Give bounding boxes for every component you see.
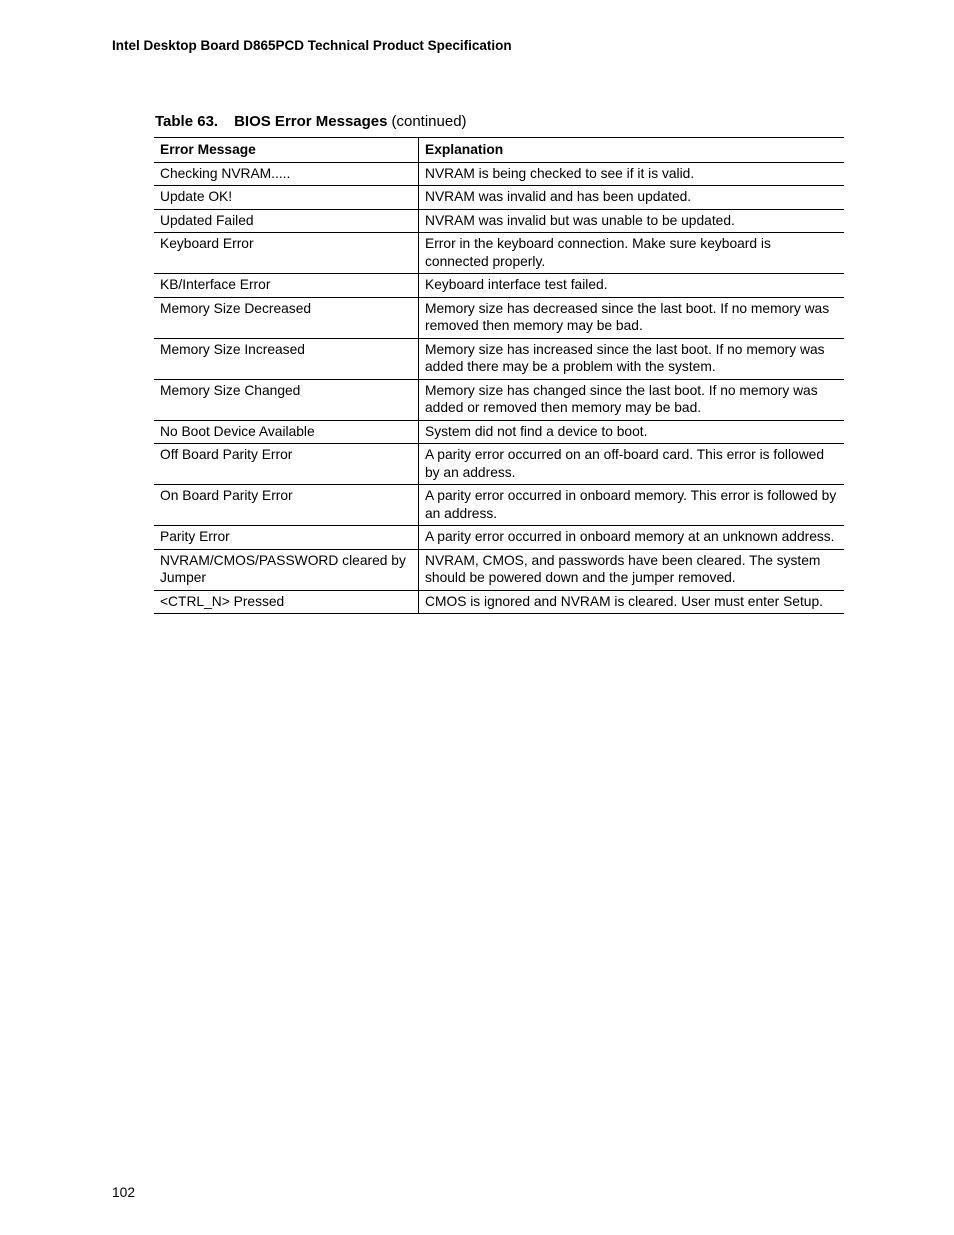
explanation-cell: NVRAM, CMOS, and passwords have been cleared. The system should be powered down and the jumper removed. xyxy=(419,549,845,590)
table-number: Table 63. xyxy=(155,113,219,130)
explanation-cell: A parity error occurred in onboard memory at an unknown address. xyxy=(419,526,845,550)
table-row xyxy=(154,420,844,444)
explanation-cell: CMOS is ignored and NVRAM is cleared. User must enter Setup. xyxy=(419,590,845,614)
page-number: 102 xyxy=(112,1185,136,1200)
bios-error-messages-table xyxy=(154,137,844,614)
column-header-error-message: Error Message xyxy=(154,138,419,163)
error-message-cell: Update OK! xyxy=(154,186,419,210)
explanation-cell: NVRAM was invalid but was unable to be updated. xyxy=(419,209,845,233)
table-caption xyxy=(155,113,467,130)
table-row xyxy=(154,297,844,338)
explanation-cell: System did not find a device to boot. xyxy=(419,420,845,444)
explanation-cell: A parity error occurred on an off-board card. This error is followed by an address. xyxy=(419,444,845,485)
explanation-cell: Memory size has changed since the last boot. If no memory was added or removed then memory may be bad. xyxy=(419,379,845,420)
table-row xyxy=(154,444,844,485)
table-row xyxy=(154,549,844,590)
table-row xyxy=(154,485,844,526)
column-header-explanation: Explanation xyxy=(419,138,845,163)
table-continued-note: (continued) xyxy=(391,113,467,130)
explanation-cell: Memory size has decreased since the last boot. If no memory was removed then memory may be bad. xyxy=(419,297,845,338)
error-message-cell: NVRAM/CMOS/PASSWORD cleared by Jumper xyxy=(154,549,419,590)
table-title: BIOS Error Messages xyxy=(234,113,388,130)
error-message-cell: Keyboard Error xyxy=(154,233,419,274)
table-row xyxy=(154,186,844,210)
explanation-cell: Memory size has increased since the last boot. If no memory was added there may be a problem with the system. xyxy=(419,338,845,379)
error-message-cell: On Board Parity Error xyxy=(154,485,419,526)
error-message-cell: <CTRL_N> Pressed xyxy=(154,590,419,614)
table-row xyxy=(154,379,844,420)
running-header: Intel Desktop Board D865PCD Technical Product Specification xyxy=(112,38,512,53)
error-message-cell: Checking NVRAM..... xyxy=(154,162,419,186)
table-row xyxy=(154,274,844,298)
explanation-cell: Error in the keyboard connection. Make sure keyboard is connected properly. xyxy=(419,233,845,274)
table-header-row xyxy=(154,138,844,163)
explanation-cell: Keyboard interface test failed. xyxy=(419,274,845,298)
error-message-cell: Memory Size Changed xyxy=(154,379,419,420)
error-message-cell: Parity Error xyxy=(154,526,419,550)
table-row xyxy=(154,590,844,614)
explanation-cell: A parity error occurred in onboard memory. This error is followed by an address. xyxy=(419,485,845,526)
table-row xyxy=(154,526,844,550)
error-message-cell: Off Board Parity Error xyxy=(154,444,419,485)
error-message-cell: Updated Failed xyxy=(154,209,419,233)
error-message-cell: Memory Size Decreased xyxy=(154,297,419,338)
error-message-cell: KB/Interface Error xyxy=(154,274,419,298)
error-message-cell: No Boot Device Available xyxy=(154,420,419,444)
table-row xyxy=(154,338,844,379)
explanation-cell: NVRAM was invalid and has been updated. xyxy=(419,186,845,210)
table-row xyxy=(154,233,844,274)
explanation-cell: NVRAM is being checked to see if it is valid. xyxy=(419,162,845,186)
error-message-cell: Memory Size Increased xyxy=(154,338,419,379)
table-row xyxy=(154,162,844,186)
table-row xyxy=(154,209,844,233)
